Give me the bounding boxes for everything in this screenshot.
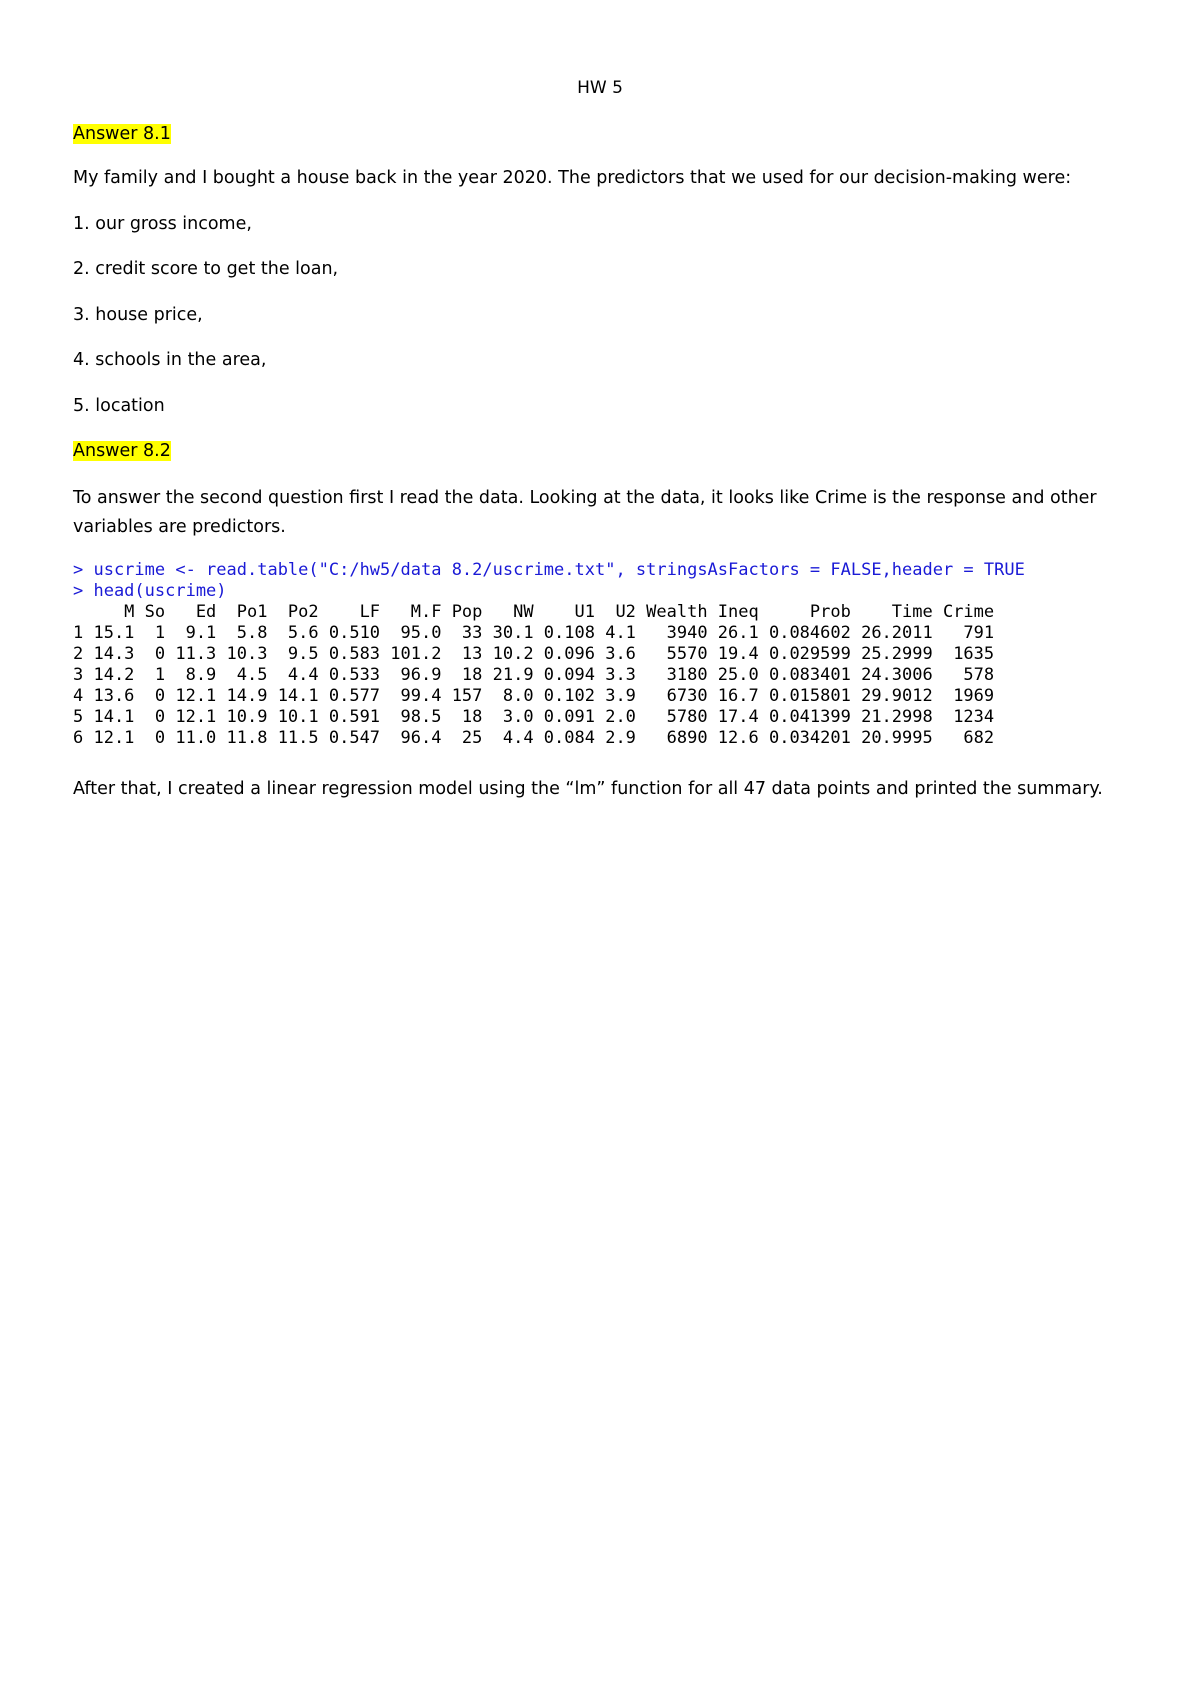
list-item: [73, 350, 266, 370]
list-text: schools in the area,: [89, 350, 267, 370]
console-command: > head(uscrime): [73, 581, 227, 601]
list-text: credit score to get the loan,: [89, 259, 339, 279]
r-console-screenshot: [73, 560, 1025, 749]
console-table-row: 5 14.1 0 12.1 10.9 10.1 0.591 98.5 18 3.0 0.091 2.0 5780 17.4 0.041399 21.2998 1234: [73, 707, 995, 727]
intro-paragraph: My family and I bought a house back in the year 2020. The predictors that we used for our decision-making were:: [73, 168, 1072, 188]
answer-8-1-label: Answer 8.1: [73, 124, 171, 144]
answer-8-2-label: Answer 8.2: [73, 441, 171, 461]
console-table-row: 6 12.1 0 11.0 11.8 11.5 0.547 96.4 25 4.4 0.084 2.9 6890 12.6 0.034201 20.9995 682: [73, 728, 995, 748]
console-table-row: 1 15.1 1 9.1 5.8 5.6 0.510 95.0 33 30.1 0.108 4.1 3940 26.1 0.084602 26.2011 791: [73, 623, 995, 643]
console-table-header: M So Ed Po1 Po2 LF M.F Pop NW U1 U2 Wealth Ineq Prob Time Crime: [73, 602, 995, 622]
list-number: 5.: [73, 396, 90, 416]
console-table-row: 3 14.2 1 8.9 4.5 4.4 0.533 96.9 18 21.9 0.094 3.3 3180 25.0 0.083401 24.3006 578: [73, 665, 995, 685]
console-table-row: 4 13.6 0 12.1 14.9 14.1 0.577 99.4 157 8.0 0.102 3.9 6730 16.7 0.015801 29.9012 1969: [73, 686, 995, 706]
list-text: location: [89, 396, 165, 416]
list-text: house price,: [89, 305, 203, 325]
paragraph-line: To answer the second question first I read the data. Looking at the data, it looks like Crime is the response and other: [73, 488, 1097, 508]
answer-8-1-heading: [73, 124, 171, 144]
paragraph-summary: After that, I created a linear regression model using the “lm” function for all 47 data points and printed the summary.: [73, 779, 1103, 799]
console-table-row: 2 14.3 0 11.3 10.3 9.5 0.583 101.2 13 10.2 0.096 3.6 5570 19.4 0.029599 25.2999 1635: [73, 644, 995, 664]
list-item: [73, 259, 338, 279]
answer-8-2-heading: [73, 441, 171, 461]
list-item: [73, 305, 203, 325]
list-number: 2.: [73, 259, 90, 279]
list-item: [73, 214, 252, 234]
list-item: [73, 396, 165, 416]
list-text: our gross income,: [89, 214, 252, 234]
paragraph-line: variables are predictors.: [73, 517, 286, 537]
list-number: 3.: [73, 305, 90, 325]
list-number: 4.: [73, 350, 90, 370]
page-title: HW 5: [577, 78, 623, 98]
list-number: 1.: [73, 214, 90, 234]
console-command: > uscrime <- read.table("C:/hw5/data 8.2/uscrime.txt", stringsAsFactors = FALSE,header = TRUE: [73, 560, 1025, 580]
